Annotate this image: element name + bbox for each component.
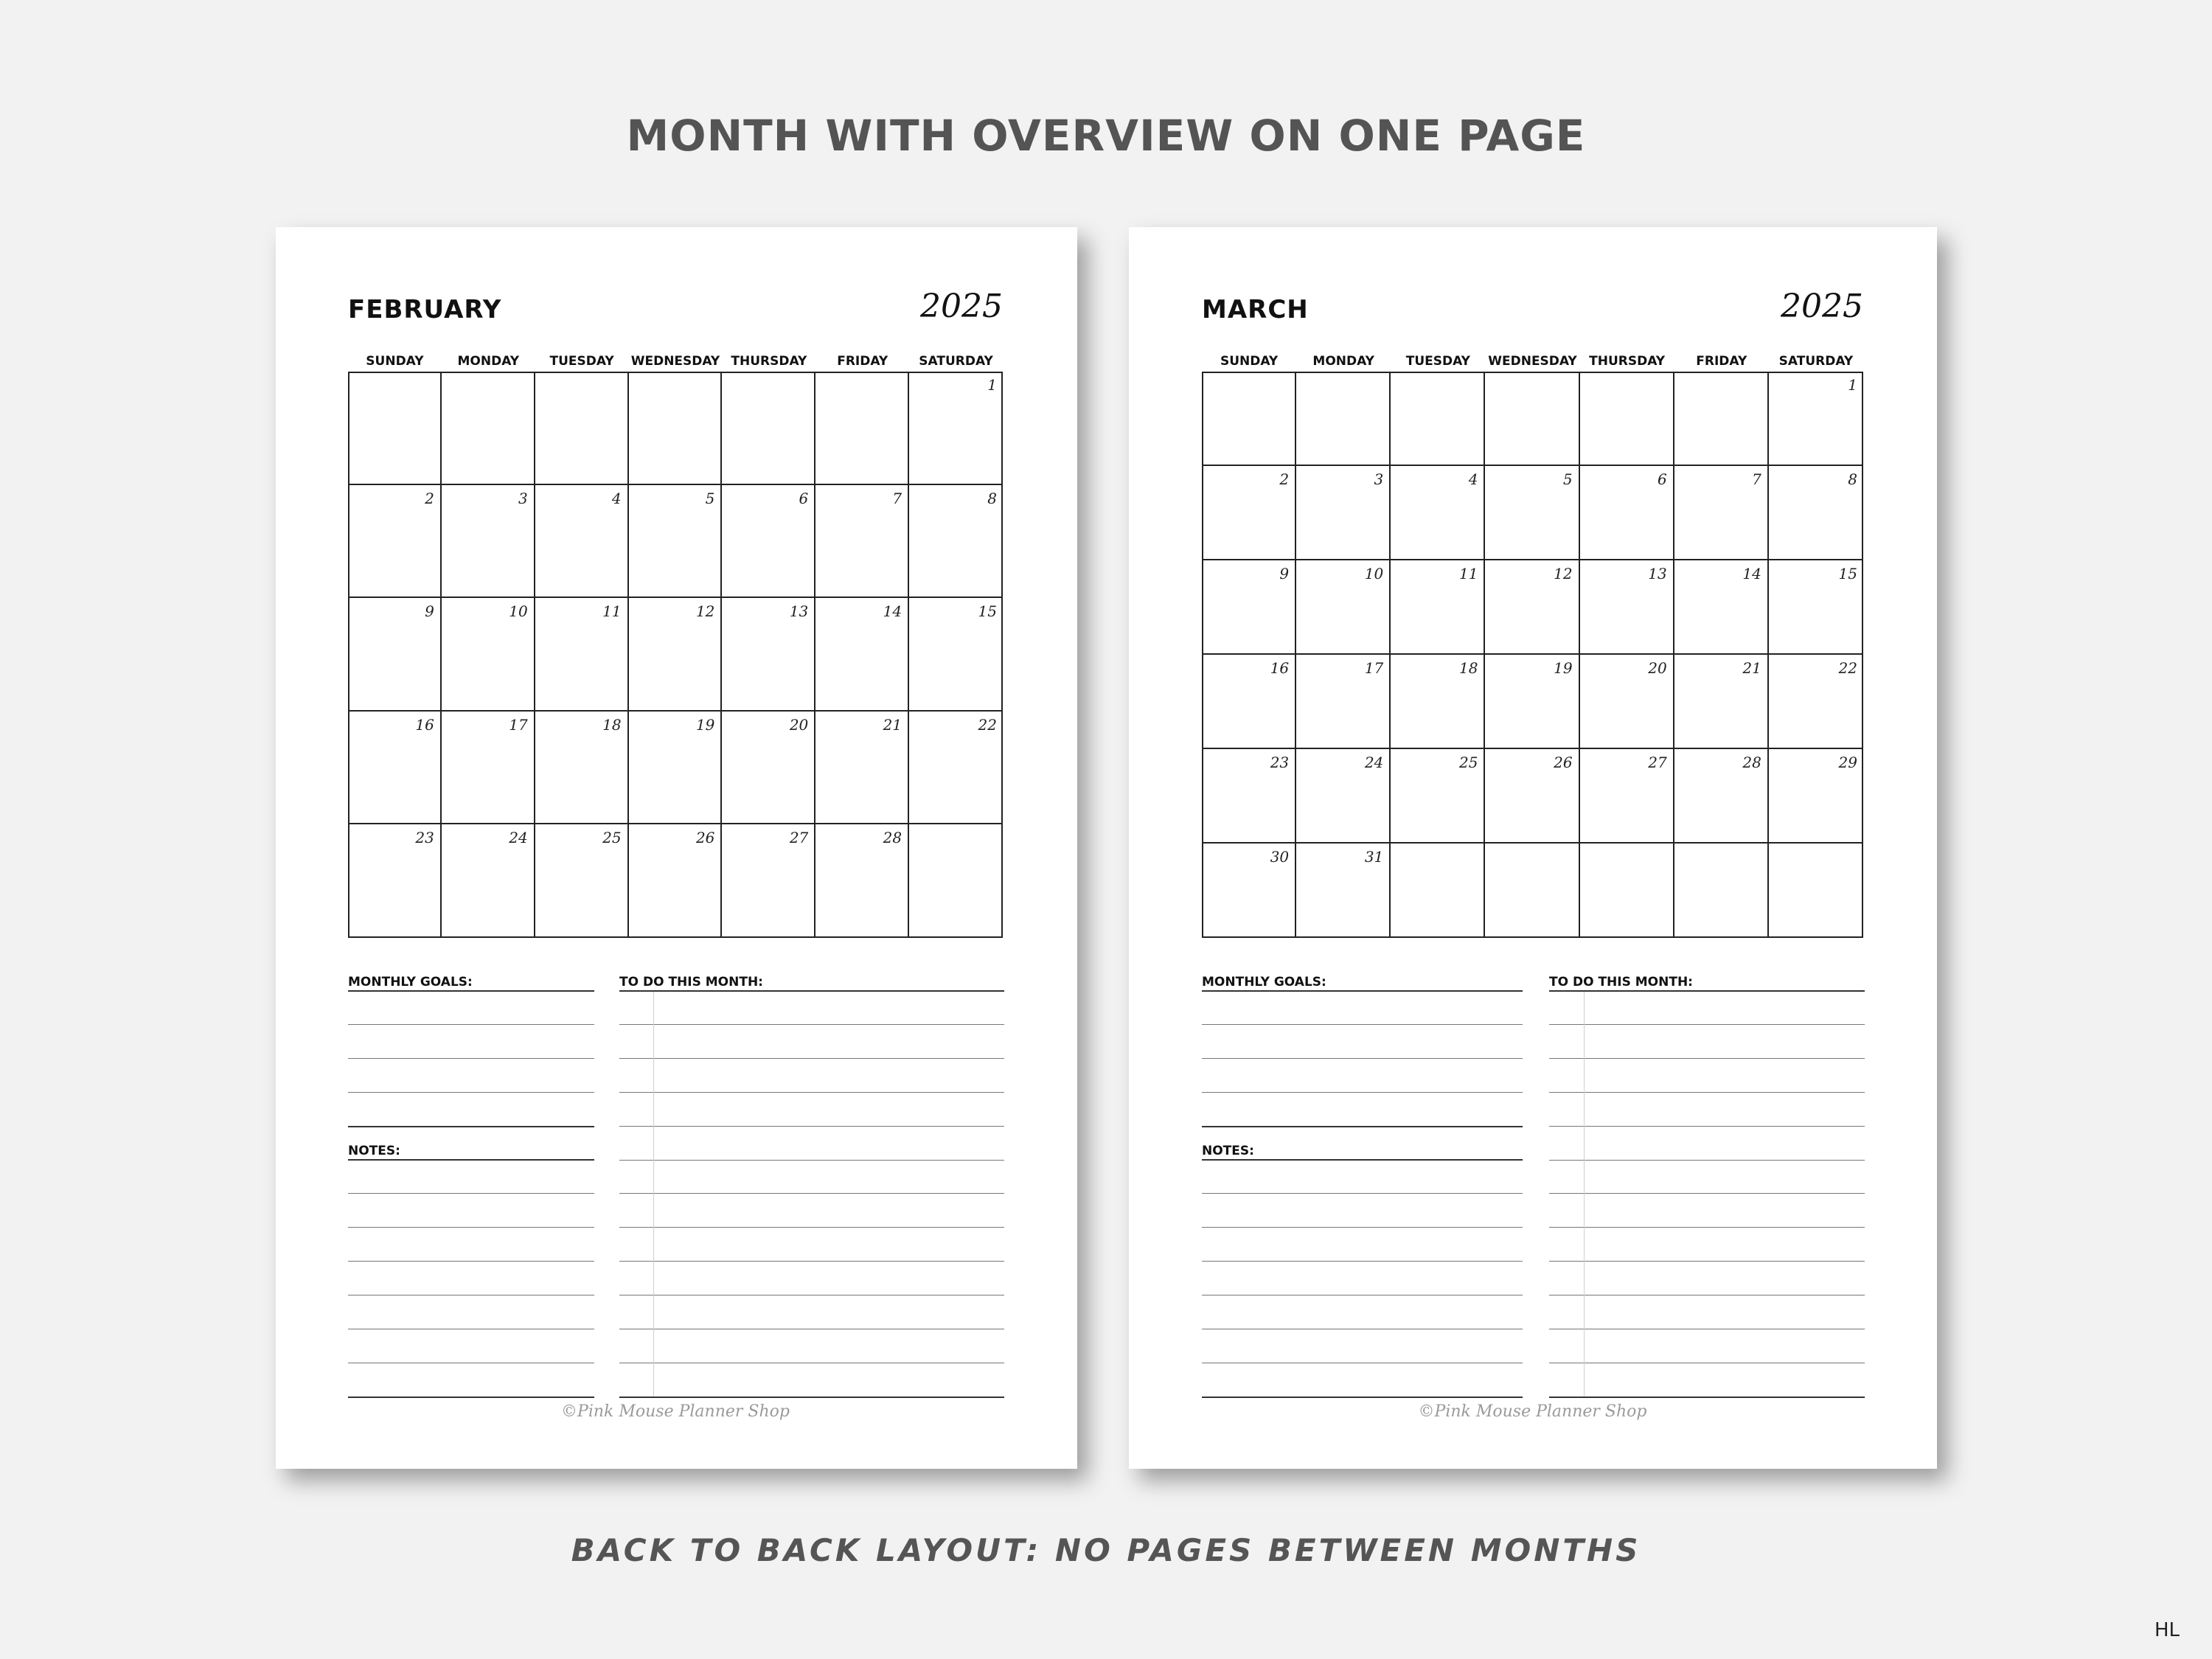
year-label: 2025 xyxy=(1781,288,1863,325)
day-cell[interactable] xyxy=(1202,560,1296,655)
day-cell[interactable] xyxy=(1674,844,1769,938)
date-number: 1 xyxy=(1848,376,1857,394)
date-number: 7 xyxy=(1752,470,1761,488)
day-cell[interactable] xyxy=(629,485,723,599)
shop-signature: ©Pink Mouse Planner Shop xyxy=(561,1402,790,1421)
writing-line[interactable] xyxy=(348,1159,594,1161)
todo-line[interactable] xyxy=(619,1261,1004,1262)
day-cell[interactable] xyxy=(1769,372,1863,466)
day-cell[interactable] xyxy=(1296,560,1391,655)
day-cell[interactable] xyxy=(535,598,629,712)
date-number: 24 xyxy=(509,829,528,847)
todo-line[interactable] xyxy=(1549,1092,1865,1093)
day-cell[interactable] xyxy=(629,598,723,712)
weekday-header-monday: MONDAY xyxy=(457,354,520,369)
day-cell[interactable] xyxy=(1391,749,1485,844)
todo-line[interactable] xyxy=(1549,1024,1865,1025)
day-cell[interactable] xyxy=(1769,844,1863,938)
day-cell[interactable] xyxy=(535,372,629,485)
writing-line[interactable] xyxy=(1202,1261,1523,1262)
day-cell[interactable] xyxy=(722,485,815,599)
date-number: 30 xyxy=(1270,848,1290,866)
date-number: 2 xyxy=(1279,470,1290,488)
calendar-grid xyxy=(348,372,1003,938)
day-cell[interactable] xyxy=(348,485,442,599)
checkbox-guide-line xyxy=(653,992,654,1397)
date-number: 10 xyxy=(509,602,528,621)
monthly-goals-label: MONTHLY GOALS: xyxy=(1202,975,1326,990)
date-number: 31 xyxy=(1364,848,1384,866)
date-number: 17 xyxy=(1364,659,1384,677)
day-cell[interactable] xyxy=(1674,749,1769,844)
day-cell[interactable] xyxy=(1296,466,1391,560)
day-cell[interactable] xyxy=(1202,844,1296,938)
date-number: 14 xyxy=(1742,565,1761,582)
date-number: 13 xyxy=(789,602,809,621)
writing-line[interactable] xyxy=(1202,1159,1523,1161)
day-cell[interactable] xyxy=(629,712,723,825)
day-cell[interactable] xyxy=(815,824,909,938)
day-cell[interactable] xyxy=(1674,466,1769,560)
day-cell[interactable] xyxy=(815,372,909,485)
date-number: 21 xyxy=(1742,659,1761,677)
day-cell[interactable] xyxy=(1202,466,1296,560)
weekday-header-monday: MONDAY xyxy=(1312,354,1374,369)
day-cell[interactable] xyxy=(348,598,442,712)
planner-page-february xyxy=(276,227,1077,1469)
date-number: 17 xyxy=(509,715,528,734)
todo-line[interactable] xyxy=(619,1193,1004,1194)
weekday-header-wednesday: WEDNESDAY xyxy=(630,354,720,369)
day-cell[interactable] xyxy=(1391,560,1485,655)
date-number: 7 xyxy=(892,489,902,507)
date-number: 18 xyxy=(1458,659,1478,677)
weekday-header-sunday: SUNDAY xyxy=(366,354,424,369)
day-cell[interactable] xyxy=(1202,372,1296,466)
date-number: 6 xyxy=(799,489,809,507)
date-number: 14 xyxy=(883,602,902,621)
date-number: 27 xyxy=(1648,754,1667,771)
day-cell[interactable] xyxy=(1769,749,1863,844)
day-cell[interactable] xyxy=(1769,560,1863,655)
date-number: 23 xyxy=(1270,754,1290,771)
day-cell[interactable] xyxy=(535,485,629,599)
day-cell[interactable] xyxy=(1391,466,1485,560)
writing-line[interactable] xyxy=(348,1126,594,1127)
day-cell[interactable] xyxy=(1202,749,1296,844)
todo-line[interactable] xyxy=(619,1092,1004,1093)
corner-mark: HL xyxy=(2154,1619,2180,1641)
day-cell[interactable] xyxy=(909,485,1003,599)
todo-line[interactable] xyxy=(619,1397,1004,1398)
writing-line[interactable] xyxy=(348,1227,594,1228)
todo-line[interactable] xyxy=(619,990,1004,992)
checkbox-guide-line xyxy=(1584,992,1585,1397)
day-cell[interactable] xyxy=(909,598,1003,712)
todo-line[interactable] xyxy=(1549,1126,1865,1127)
day-cell[interactable] xyxy=(629,824,723,938)
day-cell[interactable] xyxy=(815,485,909,599)
todo-line[interactable] xyxy=(619,1227,1004,1228)
date-number: 28 xyxy=(883,829,902,847)
writing-line[interactable] xyxy=(1202,1024,1523,1025)
day-cell[interactable] xyxy=(442,712,535,825)
day-cell[interactable] xyxy=(1580,560,1674,655)
writing-line[interactable] xyxy=(1202,990,1523,992)
day-cell[interactable] xyxy=(815,598,909,712)
year-label: 2025 xyxy=(920,288,1003,325)
month-title: FEBRUARY xyxy=(348,295,502,324)
weekday-header-friday: FRIDAY xyxy=(1696,354,1747,369)
date-number: 11 xyxy=(1458,565,1478,582)
todo-line[interactable] xyxy=(1549,1397,1865,1398)
date-number: 19 xyxy=(695,715,715,734)
date-number: 2 xyxy=(425,489,434,507)
day-cell[interactable] xyxy=(348,712,442,825)
day-cell[interactable] xyxy=(1674,372,1769,466)
date-number: 28 xyxy=(1742,754,1761,771)
date-number: 23 xyxy=(415,829,434,847)
date-number: 5 xyxy=(705,489,715,507)
date-number: 4 xyxy=(611,489,622,507)
weekday-header-thursday: THURSDAY xyxy=(1589,354,1666,369)
day-cell[interactable] xyxy=(1485,560,1579,655)
date-number: 15 xyxy=(978,602,997,621)
day-cell[interactable] xyxy=(1391,655,1485,749)
date-number: 15 xyxy=(1838,565,1857,582)
todo-line[interactable] xyxy=(619,1058,1004,1059)
weekday-header-saturday: SATURDAY xyxy=(1778,354,1854,369)
day-cell[interactable] xyxy=(1296,655,1391,749)
day-cell[interactable] xyxy=(1580,372,1674,466)
todo-line[interactable] xyxy=(1549,1261,1865,1262)
writing-line[interactable] xyxy=(1202,1092,1523,1093)
date-number: 20 xyxy=(789,715,809,734)
date-number: 25 xyxy=(602,829,622,847)
todo-line[interactable] xyxy=(1549,990,1865,992)
weekday-header-friday: FRIDAY xyxy=(837,354,888,369)
day-cell[interactable] xyxy=(722,372,815,485)
todo-line[interactable] xyxy=(1549,1193,1865,1194)
writing-line[interactable] xyxy=(348,1024,594,1025)
day-cell[interactable] xyxy=(722,598,815,712)
todo-line[interactable] xyxy=(1549,1227,1865,1228)
page-title: MONTH WITH OVERVIEW ON ONE PAGE xyxy=(626,111,1586,161)
date-number: 9 xyxy=(425,602,434,621)
day-cell[interactable] xyxy=(535,824,629,938)
todo-line[interactable] xyxy=(1549,1160,1865,1161)
writing-line[interactable] xyxy=(348,1261,594,1262)
day-cell[interactable] xyxy=(442,824,535,938)
day-cell[interactable] xyxy=(1769,655,1863,749)
todo-label: TO DO THIS MONTH: xyxy=(619,975,763,990)
day-cell[interactable] xyxy=(442,598,535,712)
day-cell[interactable] xyxy=(1580,844,1674,938)
weekday-header-tuesday: TUESDAY xyxy=(1405,354,1470,369)
weekday-header-thursday: THURSDAY xyxy=(731,354,807,369)
weekday-header-saturday: SATURDAY xyxy=(919,354,993,369)
day-cell[interactable] xyxy=(629,372,723,485)
date-number: 21 xyxy=(883,715,902,734)
day-cell[interactable] xyxy=(1485,655,1579,749)
date-number: 27 xyxy=(789,829,809,847)
todo-line[interactable] xyxy=(619,1126,1004,1127)
footer-caption: BACK TO BACK LAYOUT: NO PAGES BETWEEN MONTHS xyxy=(571,1532,1641,1568)
shop-signature: ©Pink Mouse Planner Shop xyxy=(1418,1402,1647,1421)
date-number: 18 xyxy=(602,715,622,734)
day-cell[interactable] xyxy=(348,824,442,938)
day-cell[interactable] xyxy=(1485,749,1579,844)
date-number: 12 xyxy=(695,602,715,621)
todo-label: TO DO THIS MONTH: xyxy=(1549,975,1693,990)
weekday-header-sunday: SUNDAY xyxy=(1220,354,1279,369)
writing-line[interactable] xyxy=(348,1092,594,1093)
day-cell[interactable] xyxy=(815,712,909,825)
writing-line[interactable] xyxy=(348,1397,594,1398)
date-number: 19 xyxy=(1554,659,1573,677)
date-number: 4 xyxy=(1468,470,1478,488)
calendar-grid xyxy=(1202,372,1863,938)
weekday-header-tuesday: TUESDAY xyxy=(549,354,614,369)
day-cell[interactable] xyxy=(909,712,1003,825)
monthly-goals-label: MONTHLY GOALS: xyxy=(348,975,473,990)
todo-line[interactable] xyxy=(619,1160,1004,1161)
day-cell[interactable] xyxy=(1485,844,1579,938)
date-number: 3 xyxy=(1374,470,1384,488)
planner-page-march xyxy=(1129,227,1937,1469)
date-number: 8 xyxy=(1848,470,1857,488)
month-title: MARCH xyxy=(1202,295,1309,324)
day-cell[interactable] xyxy=(722,824,815,938)
writing-line[interactable] xyxy=(1202,1193,1523,1194)
day-cell[interactable] xyxy=(722,712,815,825)
todo-line[interactable] xyxy=(1549,1058,1865,1059)
day-cell[interactable] xyxy=(1674,655,1769,749)
day-cell[interactable] xyxy=(442,372,535,485)
writing-line[interactable] xyxy=(348,1193,594,1194)
day-cell[interactable] xyxy=(1769,466,1863,560)
writing-line[interactable] xyxy=(348,1058,594,1059)
day-cell[interactable] xyxy=(1580,466,1674,560)
date-number: 25 xyxy=(1458,754,1478,771)
date-number: 13 xyxy=(1648,565,1667,582)
day-cell[interactable] xyxy=(1296,844,1391,938)
day-cell[interactable] xyxy=(1674,560,1769,655)
date-number: 26 xyxy=(695,829,715,847)
day-cell[interactable] xyxy=(1296,372,1391,466)
writing-line[interactable] xyxy=(1202,1058,1523,1059)
todo-line[interactable] xyxy=(619,1024,1004,1025)
day-cell[interactable] xyxy=(909,372,1003,485)
day-cell[interactable] xyxy=(442,485,535,599)
date-number: 24 xyxy=(1364,754,1384,771)
day-cell[interactable] xyxy=(1296,749,1391,844)
date-number: 8 xyxy=(987,489,997,507)
day-cell[interactable] xyxy=(1391,372,1485,466)
day-cell[interactable] xyxy=(1485,372,1579,466)
writing-line[interactable] xyxy=(1202,1227,1523,1228)
day-cell[interactable] xyxy=(1580,749,1674,844)
notes-label: NOTES: xyxy=(348,1144,400,1158)
date-number: 22 xyxy=(1838,659,1857,677)
date-number: 1 xyxy=(987,376,997,394)
day-cell[interactable] xyxy=(909,824,1003,938)
day-cell[interactable] xyxy=(1391,844,1485,938)
date-number: 29 xyxy=(1838,754,1857,771)
date-number: 6 xyxy=(1657,470,1667,488)
date-number: 20 xyxy=(1648,659,1667,677)
writing-line[interactable] xyxy=(1202,1397,1523,1398)
day-cell[interactable] xyxy=(1202,655,1296,749)
date-number: 10 xyxy=(1364,565,1384,582)
weekday-header-wednesday: WEDNESDAY xyxy=(1488,354,1577,369)
date-number: 5 xyxy=(1562,470,1573,488)
date-number: 22 xyxy=(978,715,997,734)
date-number: 12 xyxy=(1554,565,1573,582)
notes-label: NOTES: xyxy=(1202,1144,1254,1158)
day-cell[interactable] xyxy=(535,712,629,825)
writing-line[interactable] xyxy=(348,990,594,992)
day-cell[interactable] xyxy=(1580,655,1674,749)
day-cell[interactable] xyxy=(1485,466,1579,560)
date-number: 9 xyxy=(1279,565,1290,582)
writing-line[interactable] xyxy=(1202,1126,1523,1127)
date-number: 3 xyxy=(518,489,528,507)
date-number: 26 xyxy=(1554,754,1573,771)
day-cell[interactable] xyxy=(348,372,442,485)
date-number: 16 xyxy=(415,715,434,734)
date-number: 16 xyxy=(1270,659,1290,677)
date-number: 11 xyxy=(602,602,622,621)
